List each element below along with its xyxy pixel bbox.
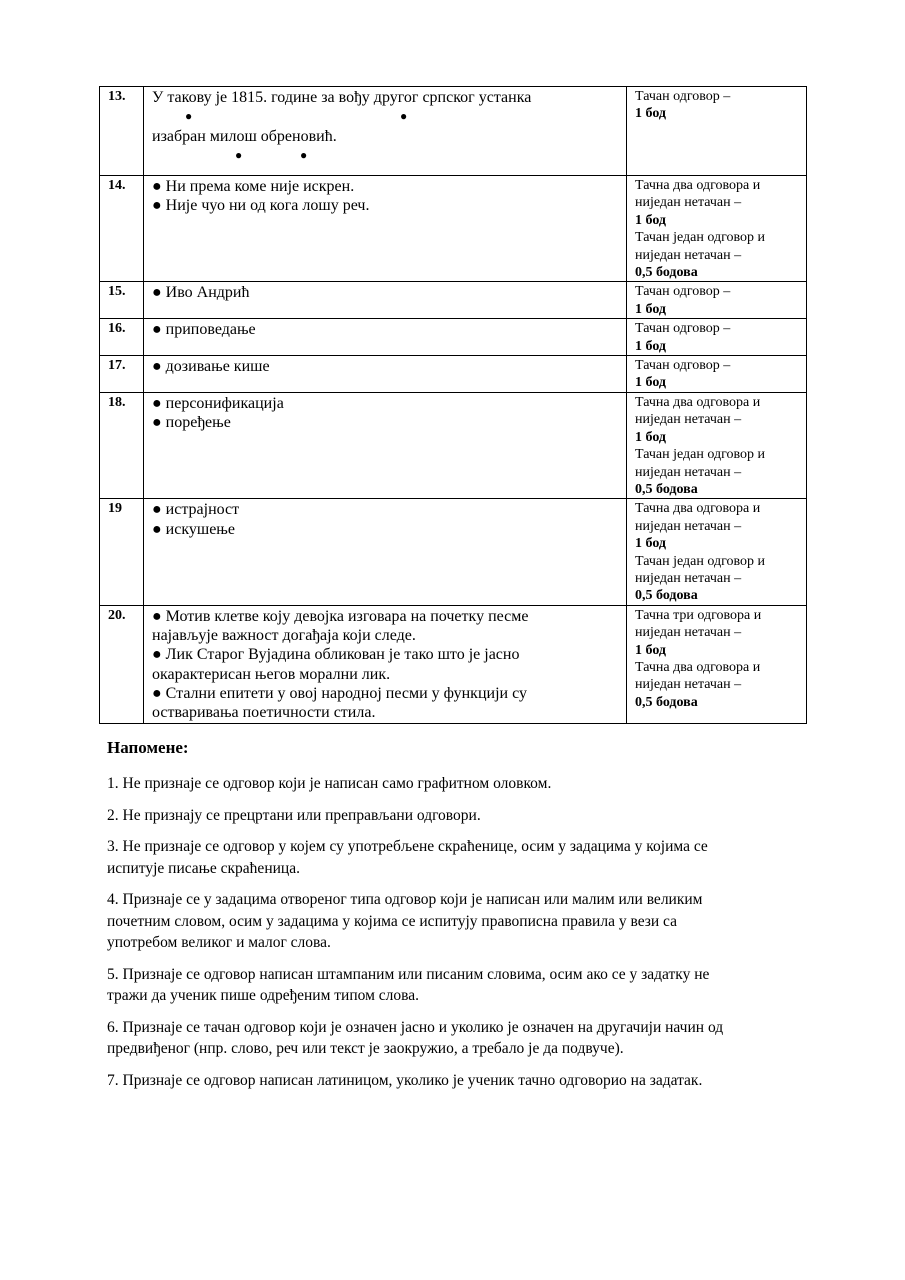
scoring-cell	[627, 392, 807, 498]
answer-row	[100, 605, 807, 723]
note-item	[107, 805, 797, 827]
note-item	[107, 773, 797, 795]
answer-key-rows	[100, 87, 807, 724]
answer-marker: ●	[235, 147, 243, 162]
notes-heading: Напомене:	[107, 738, 189, 757]
scoring-condition: Тачна два одговора и	[635, 178, 761, 193]
answer-key-table	[99, 86, 807, 724]
scoring-points: 1 бод	[635, 375, 666, 391]
note-item	[107, 1070, 797, 1092]
answer-line: ● Иво Андрић	[152, 284, 250, 302]
scoring-points: 0,5 бодова	[635, 481, 698, 497]
note-line: тражи да ученик пише одређеним типом слова.	[107, 987, 420, 1004]
answer-line: ● дозивање кише	[152, 358, 270, 376]
answer-line: ● персонификација	[152, 394, 284, 412]
question-number-cell	[100, 605, 144, 723]
scoring-points: 0,5 бодова	[635, 588, 698, 604]
answer-marker: ●	[300, 147, 308, 162]
scoring-condition: Тачна два одговора и	[635, 501, 761, 517]
answer-line: ● Ни према коме није искрен.	[152, 178, 355, 195]
scoring-cell	[627, 176, 807, 282]
question-number: 16.	[108, 321, 126, 337]
answer-cell	[144, 176, 627, 282]
answer-line: окарактерисан његов морални лик.	[152, 665, 391, 683]
question-number: 17.	[108, 358, 126, 374]
note-item	[107, 889, 797, 954]
scoring-condition: ниједан нетачан –	[635, 412, 742, 428]
answer-cell	[144, 319, 627, 356]
answer-line: ● истрајност	[152, 501, 240, 519]
note-item	[107, 1017, 797, 1060]
scoring-points: 0,5 бодова	[635, 265, 698, 281]
scoring-cell	[627, 356, 807, 393]
answer-line: ● приповедање	[152, 321, 256, 339]
scoring-condition: Тачан један одговор и	[635, 553, 765, 569]
answer-line: ● Лик Старог Вујадина обликован је тако што је јасно	[152, 646, 520, 664]
answer-cell	[144, 282, 627, 319]
scoring-points: 1 бод	[635, 301, 666, 317]
answer-line: ● Није чуо ни од кога лошу реч.	[152, 197, 370, 215]
scoring-condition: Тачна два одговора и	[635, 659, 761, 675]
answer-line: ● искушење	[152, 520, 235, 538]
scoring-points: 1 бод	[635, 429, 666, 445]
scoring-cell	[627, 282, 807, 319]
note-line: испитује писање скраћеница.	[107, 859, 300, 877]
question-number: 19	[108, 501, 122, 517]
answer-line: најављује важност догађаја који следе.	[152, 627, 416, 645]
notes-list	[107, 773, 797, 1101]
question-number: 18.	[108, 394, 126, 410]
scoring-condition: ниједан нетачан –	[635, 247, 742, 263]
scoring-condition: ниједан нетачан –	[635, 195, 742, 211]
scoring-points: 1 бод	[635, 212, 666, 228]
note-item	[107, 836, 797, 879]
scoring-points: 1 бод	[635, 338, 666, 354]
question-number: 15.	[108, 284, 126, 300]
scoring-points: 1 бод	[635, 642, 666, 658]
note-line: 5. Признаје се одговор написан штампаним или писаним словима, осим ако се у задатку не	[107, 965, 710, 983]
question-number-cell	[100, 176, 144, 282]
note-line: 1. Не признаје се одговор који је написан само графитном оловком.	[107, 775, 552, 792]
question-number-cell	[100, 319, 144, 356]
scoring-condition: Тачан одговор –	[635, 358, 731, 374]
scoring-points: 0,5 бодова	[635, 694, 698, 710]
note-line: 2. Не признају се прецртани или преправљани одговори.	[107, 806, 481, 824]
question-number-cell	[100, 392, 144, 498]
scoring-points: 1 бод	[635, 106, 666, 122]
scoring-cell	[627, 87, 807, 176]
answer-marker-line	[152, 107, 626, 126]
answer-line: ● поређење	[152, 414, 231, 432]
scoring-points: 1 бод	[635, 536, 666, 552]
note-line: почетним словом, осим у задацима у којима се испитују правописна правила у вези са	[107, 912, 678, 930]
scoring-condition: Тачна три одговора и	[635, 607, 762, 623]
answer-marker: ●	[185, 109, 193, 124]
answer-line: У такову је 1815. године за вођу другог српског устанка	[152, 89, 532, 106]
question-number-cell	[100, 87, 144, 176]
scoring-cell	[627, 499, 807, 605]
question-number: 20.	[108, 607, 126, 623]
scoring-condition: Тачан одговор –	[635, 284, 731, 300]
question-number: 14.	[108, 178, 126, 193]
scoring-condition: ниједан нетачан –	[635, 677, 742, 693]
scoring-condition: Тачан један одговор и	[635, 447, 765, 463]
answer-row	[100, 87, 807, 176]
scoring-condition: ниједан нетачан –	[635, 625, 742, 641]
scoring-condition: ниједан нетачан –	[635, 570, 742, 586]
question-number-cell	[100, 356, 144, 393]
note-line: 7. Признаје се одговор написан латиницом, уколико је ученик тачно одговорио на задатак.	[107, 1071, 703, 1089]
question-number-cell	[100, 282, 144, 319]
question-number: 13.	[108, 89, 126, 104]
answer-line: ● Стални епитети у овој народној песми у функцији су	[152, 684, 527, 702]
scoring-cell	[627, 319, 807, 356]
scoring-condition: Тачна два одговора и	[635, 394, 761, 410]
answer-cell	[144, 356, 627, 393]
scoring-condition: Тачан одговор –	[635, 89, 731, 104]
scoring-cell	[627, 605, 807, 723]
answer-cell	[144, 87, 627, 176]
answer-row	[100, 499, 807, 605]
question-number-cell	[100, 499, 144, 605]
scoring-condition: ниједан нетачан –	[635, 518, 742, 534]
note-item	[107, 964, 797, 1007]
answer-row	[100, 356, 807, 393]
scoring-condition: Тачан одговор –	[635, 321, 731, 337]
note-line: употребом великог и малог слова.	[107, 934, 331, 951]
answer-row	[100, 392, 807, 498]
answer-cell	[144, 499, 627, 605]
note-line: 3. Не признаје се одговор у којем су употребљене скраћенице, осим у задацима у којима се	[107, 838, 708, 855]
scoring-condition: Тачан један одговор и	[635, 230, 765, 246]
answer-marker-line	[152, 146, 626, 165]
scoring-condition: ниједан нетачан –	[635, 464, 742, 480]
answer-cell	[144, 605, 627, 723]
answer-row	[100, 319, 807, 356]
answer-row	[100, 176, 807, 282]
note-line: 4. Признаје се у задацима отвореног типа одговор који је написан или малим или великим	[107, 891, 703, 908]
answer-line: остваривања поетичности стила.	[152, 704, 376, 722]
answer-row	[100, 282, 807, 319]
answer-line: ● Мотив клетве коју девојка изговара на почетку песме	[152, 607, 529, 625]
answer-cell	[144, 392, 627, 498]
answer-marker: ●	[400, 109, 408, 124]
note-line: 6. Признаје се тачан одговор који је означен јасно и уколико је означен на другачији начин од	[107, 1018, 724, 1036]
note-line: предвиђеног (нпр. слово, реч или текст је заокружио, а требало је да подвуче).	[107, 1040, 624, 1057]
answer-line: изабран милош обреновић.	[152, 127, 337, 145]
